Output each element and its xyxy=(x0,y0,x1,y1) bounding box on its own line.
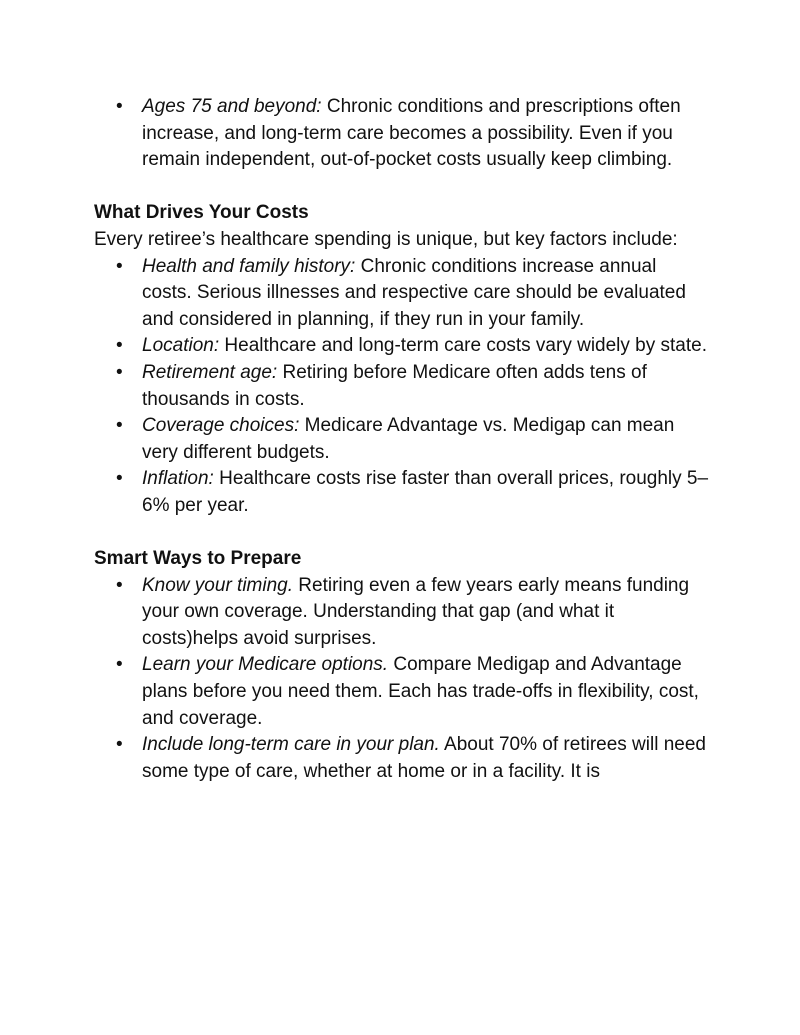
list-item xyxy=(142,573,710,653)
bullet-text: Healthcare and long-term care costs vary widely by state. xyxy=(219,335,708,357)
bullet-text: Chronic conditions increase annual costs. Serious illnesses and respective care should be evaluated and considered in planning, if they run in your family. xyxy=(142,255,686,330)
list-item xyxy=(142,413,710,466)
bullet-lead: Ages 75 and beyond: xyxy=(142,96,322,117)
list-item xyxy=(142,360,710,413)
bullet-text: Healthcare costs rise faster than overall prices, roughly 5–6% per year. xyxy=(142,468,709,516)
section-heading-costs: What Drives Your Costs xyxy=(94,202,309,224)
section-heading-prepare: Smart Ways to Prepare xyxy=(94,548,302,570)
bullet-text: Retiring even a few years early means funding your own coverage. Understanding that gap (and what it costs)helps avoid surprises. xyxy=(142,574,690,649)
bullet-lead: Health and family history: xyxy=(142,255,356,277)
bullet-lead: Retirement age: xyxy=(142,361,278,383)
bullet-lead: Coverage choices: xyxy=(142,415,300,437)
list-item xyxy=(142,466,710,519)
bullet-text: About 70% of retirees will need some type of care, whether at home or in a facility. It is xyxy=(142,734,706,782)
bullet-text: Retiring before Medicare often adds tens of thousands in costs. xyxy=(142,361,647,410)
bullet-lead: Location: xyxy=(142,335,220,357)
list-item xyxy=(142,254,710,334)
section-spacer xyxy=(94,174,710,201)
costs-bullet-list xyxy=(94,254,710,520)
bullet-text: Chronic conditions and prescriptions often increase, and long-term care becomes a possibility. Even if you remain independent, out-of-pocket costs usually keep climbing. xyxy=(142,96,681,171)
prepare-bullet-list xyxy=(94,573,710,786)
intro-bullet-list xyxy=(94,94,710,174)
bullet-text: Compare Medigap and Advantage plans before you need them. Each has trade-offs in flexibility, cost, and coverage. xyxy=(142,654,699,729)
bullet-lead: Include long-term care in your plan. xyxy=(142,734,440,756)
section-intro-costs: Every retiree’s healthcare spending is unique, but key factors include: xyxy=(94,228,678,250)
bullet-text: Medicare Advantage vs. Medigap can mean very different budgets. xyxy=(142,415,675,463)
section-spacer xyxy=(94,520,710,547)
list-item xyxy=(142,94,710,174)
bullet-lead: Learn your Medicare options. xyxy=(142,654,389,676)
bullet-lead: Know your timing. xyxy=(142,574,294,596)
list-item xyxy=(142,333,710,360)
bullet-lead: Inflation: xyxy=(142,468,214,490)
list-item xyxy=(142,732,710,785)
list-item xyxy=(142,652,710,732)
